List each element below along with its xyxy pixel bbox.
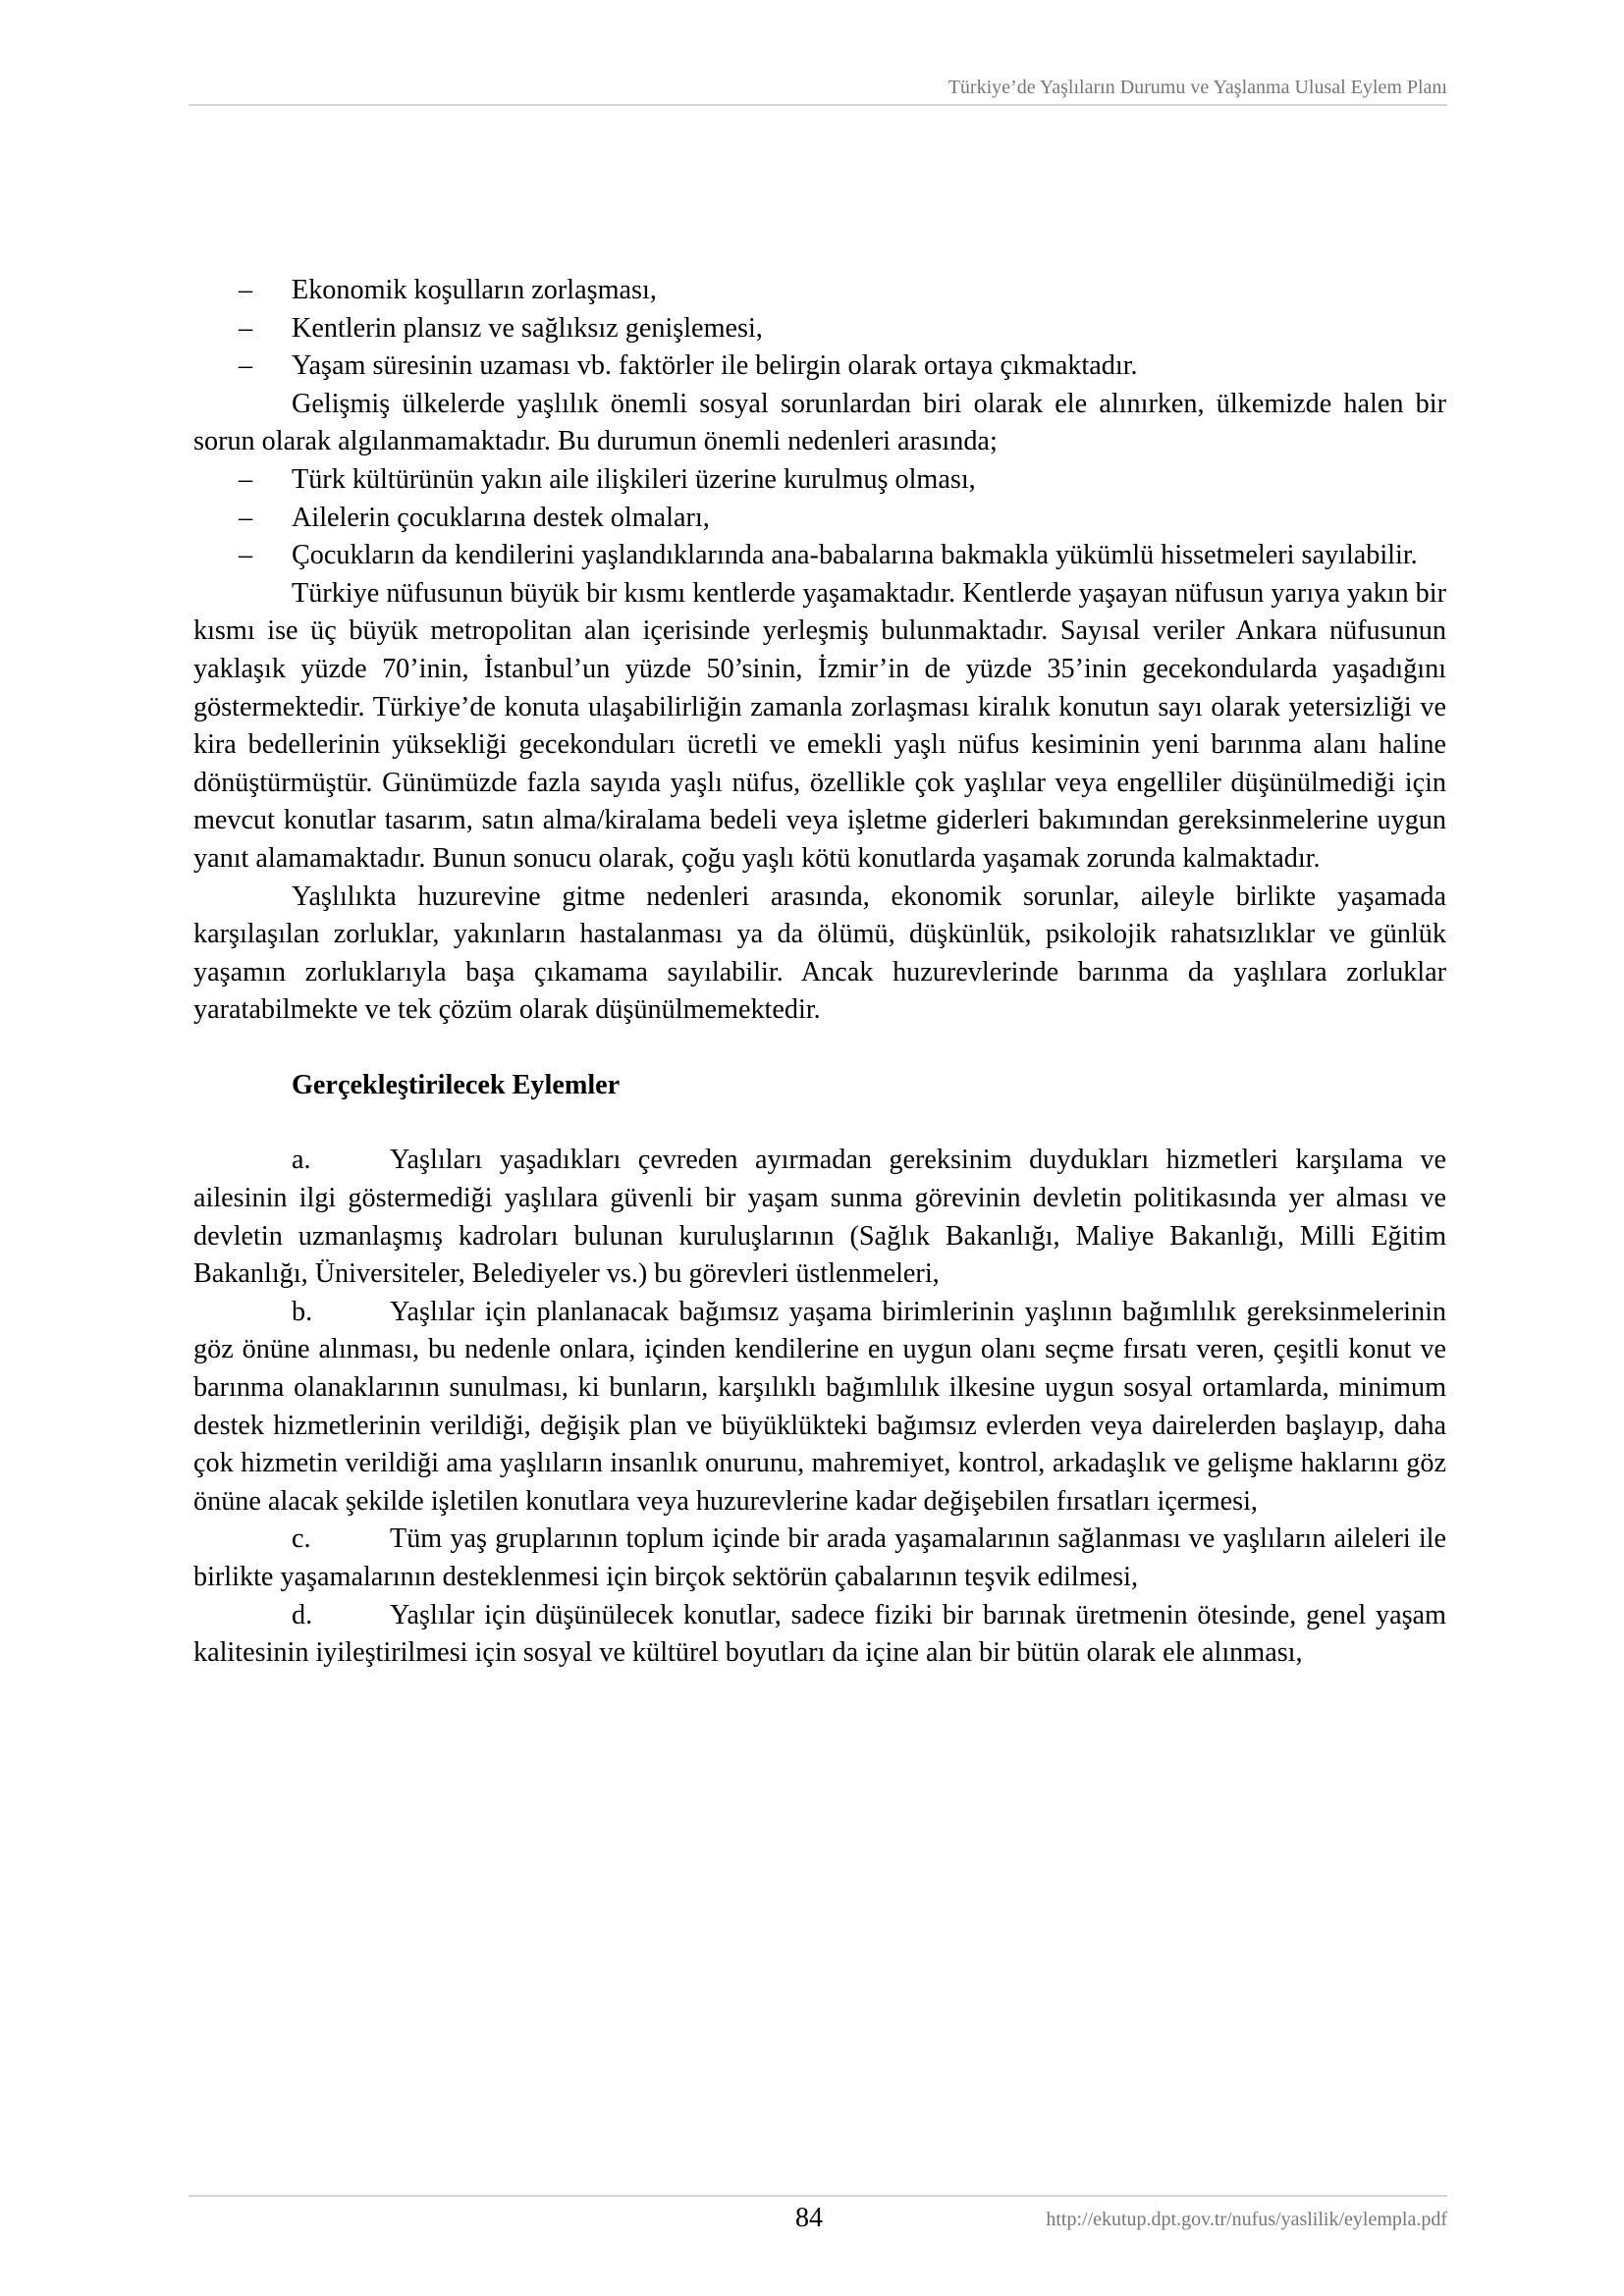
list-item: – Yaşam süresinin uzaması vb. faktörler ile belirgin olarak ortaya çıkmaktadır. [193,347,1446,386]
action-item-c: c. Tüm yaş gruplarının toplum içinde bir arada yaşamalarının sağlanması ve yaşlıların aileleri ile birlikte yaşamalarının desteklenmesi için birçok sektörün çabalarının teşvik edilmesi, [193,1521,1446,1596]
item-label: d. [292,1599,313,1630]
factors-list [193,272,1446,386]
list-item: – Kentlerin plansız ve sağlıksız genişlemesi, [193,310,1446,348]
item-label: a. [292,1145,311,1176]
section-heading: Gerçekleştirilecek Eylemler [292,1069,621,1100]
running-header: Türkiye’de Yaşlıların Durumu ve Yaşlanma Ulusal Eylem Planı [947,77,1447,98]
dash-bullet-icon: – [239,463,253,495]
action-item-b: b. Yaşlılar için planlanacak bağımsız yaşama birimlerinin yaşlının bağımlılık gereksinmelerinin göz önüne alınması, bu nedenle onlara, içinden kendilerine en uygun olanı seçme fırsatı veren, çeşitli konut ve barınma olanaklarının sunulması, ki bunların, karşılıklı bağımlılık ilkesine uygun sosyal ortamlarda, minimum destek hizmetlerinin verildiği, değişik plan ve büyüklükteki bağımsız evlerden veya dairelerden başlayıp, daha çok hizmetin verildiği ama yaşlıların insanlık onurunu, mahremiyet, kontrol, arkadaşlık ve gelişme haklarını göz önüne alacak şekilde işletilen konutlara veya huzurevlerine kadar değişebilen fırsatları içermesi, [193,1294,1446,1522]
dash-bullet-icon: – [239,502,253,533]
item-label: c. [292,1523,311,1555]
action-item-d: d. Yaşlılar için düşünülecek konutlar, sadece fiziki bir barınak üretmenin ötesinde, genel yaşam kalitesinin iyileştirilmesi için sosyal ve kültürel boyutları da içine alan bir bütün olarak ele alınması, [193,1597,1446,1673]
spacer [193,1104,1446,1142]
action-item-a: a. Yaşlıları yaşadıkları çevreden ayırmadan gereksinim duydukları hizmetleri karşılama ve ailesinin ilgi göstermediği yaşlılara güvenli bir yaşam sunma görevinin devletin politikasında yer alması ve devletin uzmanlaşmış kadroları bulunan kuruluşlarının (Sağlık Bakanlığı, Maliye Bakanlığı, Milli Eğitim Bakanlığı, Üniversiteler, Belediyeler vs.) bu görevleri üstlenmeleri, [193,1142,1446,1293]
source-url: http://ekutup.dpt.gov.tr/nufus/yaslilik/eylempla.pdf [1046,2209,1447,2230]
list-item: – Çocukların da kendilerini yaşlandıklarında ana-babalarına bakmakla yükümlü hissetmeleri sayılabilir. [193,537,1446,575]
header-divider [189,104,1447,106]
paragraph: Türkiye nüfusunun büyük bir kısmı kentlerde yaşamaktadır. Kentlerde yaşayan nüfusun yarıya yakın bir kısmı ise üç büyük metropolitan alan içerisinde yerleşmiş bulunmaktadır. Sayısal veriler Ankara nüfusunun yaklaşık yüzde 70’inin, İstanbul’un yüzde 50’sinin, İzmir’in de yüzde 35’inin gecekondularda yaşadığını göstermektedir. Türkiye’de konuta ulaşabilirliğin zamanla zorlaşması kiralık konutun sayı olarak yetersizliği ve kira bedellerinin yüksekliği gecekonduları ücretli ve emekli yaşlı nüfus kesiminin yeni barınma alanı haline dönüştürmüştür. Günümüzde fazla sayıda yaşlı nüfus, özellikle çok yaşlılar veya engelliler düşünülmediği için mevcut konutlar tasarım, satın alma/kiralama bedeli veya işletme giderleri bakımından gereksinmelerine uygun yanıt alamamaktadır. Bunun sonucu olarak, çoğu yaşlı kötü konutlarda yaşamak zorunda kalmaktadır. [193,577,1446,874]
list-item: – Ekonomik koşulların zorlaşması, [193,272,1446,310]
footer-divider [189,2195,1447,2197]
dash-bullet-icon: – [239,312,253,344]
dash-bullet-icon: – [239,540,253,571]
page-number: 84 [795,2203,823,2233]
paragraph: Yaşlılıkta huzurevine gitme nedenleri arasında, ekonomik sorunlar, aileyle birlikte yaşamada karşılaşılan zorluklar, yakınların hastalanması ya da ölümü, düşkünlük, psikolojik rahatsızlıklar ve günlük yaşamın zorluklarıyla başa çıkamama sayılabilir. Ancak huzurevlerinde barınma da yaşlılara zorluklar yaratabilmekte ve tek çözüm olarak düşünülmemektedir. [193,881,1446,1026]
document-body [193,272,1446,1673]
paragraph: Gelişmiş ülkelerde yaşlılık önemli sosyal sorunlardan biri olarak ele alınırken, ülkemizde halen bir sorun olarak algılanmamaktadır. Bu durumun önemli nedenleri arasında; [193,388,1446,457]
list-item: – Ailelerin çocuklarına destek olmaları, [193,500,1446,538]
list-item: – Türk kültürünün yakın aile ilişkileri üzerine kurulmuş olması, [193,461,1446,500]
dash-bullet-icon: – [239,275,253,305]
item-label: b. [292,1296,313,1327]
dash-bullet-icon: – [239,350,253,382]
reasons-list [193,461,1446,575]
